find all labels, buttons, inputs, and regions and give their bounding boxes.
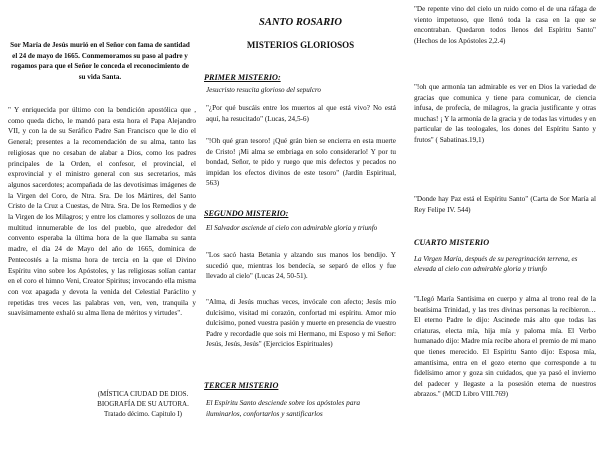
rosary-subtitle: MISTERIOS GLORIOSOS (246, 40, 355, 50)
death-notice-heading: Sor María de Jesús murió en el Señor con fama de santidad el 24 de mayo de 1665. Conmemoramos su paso al padre y rogamos para que el Señor le conceda el reconocimiento de su vida Santa. (10, 41, 190, 81)
mystery-1-quote-1: "¿Por qué buscáis entre los muertos al que está vivo? No está aquí, ha resucitado" (Lucas, 24,5-6) (206, 104, 396, 123)
mystery-1-heading: PRIMER MISTERIO: (204, 73, 281, 82)
source-line-3: Tratado décimo. Capitulo I) (104, 409, 182, 418)
death-account-quote: " Y enriquecida por último con la bendición apostólica que , como queda dicho, le mandó para esta hora el Papa Alejandro VII, y con la de su Seráfico Padre San Francisco que le dio el General; presentes a la recomendación de su alma, tanto las religiosas que no cesaban de alabar a Dios, como los padres principales de la Orden, el confesor, el provincial, el exprovincial y el ministro general con sus secretarios, más algunos sacerdotes; acompañada de las devotísimas imágenes de la Virgen del Coro, de Ntra. Sra. De los Mártires, del Santo Cristo de la Cruz a Cuestas, de Ntra. Sra. De los Remedios y de la Virgen de los Milagros; y entre los clamores y sollozos de una multitud innumerable de los del pueblo, que alrededor del convento esperaba la última hora de la que llamaba su santa madre, el día 24 de Mayo del año de 1665, dominica de Pentecostés a la misma hora de tercia en la que el Divino Espíritu vino sobre los Apóstoles, y las religiosas solían cantar en el coro el himno Veni, Creator Spiritus; invocando ella misma con voz apagada y devota la venida del Celestial Paráclito y repetidas tres veces las palabras ven, ven, ven, tranquila y suavísimamente exhaló su alma llena de méritos y virtudes". (8, 106, 196, 318)
mystery-2-heading: SEGUNDO MISTERIO: (204, 209, 289, 218)
mystery-2-quote-2: "Alma, di Jesús muchas veces, invócale con afecto; Jesús mío dulcísimo, visitad mi corazón, confortad mi espíritu. Amor mío dulcísimo, poned vuestra pasión y muerte en presencia de vuestro Padre y recordadle que sois mi Hermano, mi Esposo y mi Señor: Jesús, Jesús, Jesús" (Ejercicios Espirituales) (206, 298, 396, 349)
rosary-title: SANTO ROSARIO (259, 17, 342, 28)
source-line-2: BIOGRAFÍA DE SU AUTORA. (97, 399, 189, 408)
mystery-2-intro: El Salvador asciende al cielo con admirable gloria y triunfo (206, 224, 378, 232)
mystery-2-quote-1: "Los sacó hasta Betania y alzando sus manos los bendijo. Y sucedió que, mientras los bendecía, se separó de ellos y fue llevado al cielo" (Lucas 24, 50-51). (206, 251, 396, 281)
mystery-1-quote-2: "!Oh qué gran tesoro! ¡Qué grán bien se encierra en esta muerte de Cristo! ¡Mi alma se embriaga en solo considerarlo! Y por tu bondad, Señor, te pido y ruego que mis defectos y pecados no impidan los efectos divinos de este tesoro" (Jardín Espiritual, 563) (206, 137, 396, 188)
mystery-4-heading: CUARTO MISTERIO (414, 238, 490, 247)
mystery-4-quote: "LIegó María Santísima en cuerpo y alma al trono real de la beatísima Trinidad, y las tres divinas personas la recibieron… El eterno Padre le dijo: Ascinede más alto que todas las criaturas, electa mía, hija mía y paloma mía. El Verbo humanado dijo: Madre mía recibe ahora el premio de mi mano que tienes merecido. El Espíritu Santo dijo: Esposa mía, amantísima, entra en el gozo eterno que corresponde a tu fidelísimo amor y goza sin cuidados, que ya pasó el invierno del padecer y llegaste a la posesión eterna de nuestros abrazos." (MCD Libro VIII.769) (414, 295, 596, 399)
source-citation (88, 390, 198, 419)
mystery-3-intro: El Espíritu Santo desciende sobre los apóstoles para iluminarlos, confortarlos y santificarlos (206, 398, 360, 418)
pentecost-quote: "De repente vino del cielo un ruido como el de una ráfaga de viento impetuoso, que llenó toda la casa en la que se encontraban. Quedaron todos llenos del Espíritu Santo" (Hechos de los Apóstoles 2,2.4) (414, 5, 596, 45)
peace-quote: "Donde hay Paz está el Espíritu Santo" (Carta de Sor María al Rey Felipe IV. 544) (414, 195, 596, 214)
sabatinas-quote: "!oh que armonía tan admirable es ver en Dios la variedad de gracias que comunica y tiene para comunicar, de ciencia infusa, de profecía, de milagros, la gracia justificante y otras muchas! ¡ Y la armonía de la gracia y de todas las virtudes y en particular de las teologales, los dones del Espíritu Santo y frutos" ( Sabatinas.19,1) (414, 83, 596, 144)
source-line-1: (MÍSTICA CIUDAD DE DIOS. (97, 390, 189, 398)
mystery-3-heading: TERCER MISTERIO (204, 381, 279, 390)
mystery-1-intro: Jesucristo resucita glorioso del sepulcro (206, 86, 321, 94)
mystery-4-intro: La Virgen María, después de su peregrinación terrena, es elevada al cielo con admirable gloria y triunfo (414, 255, 578, 273)
